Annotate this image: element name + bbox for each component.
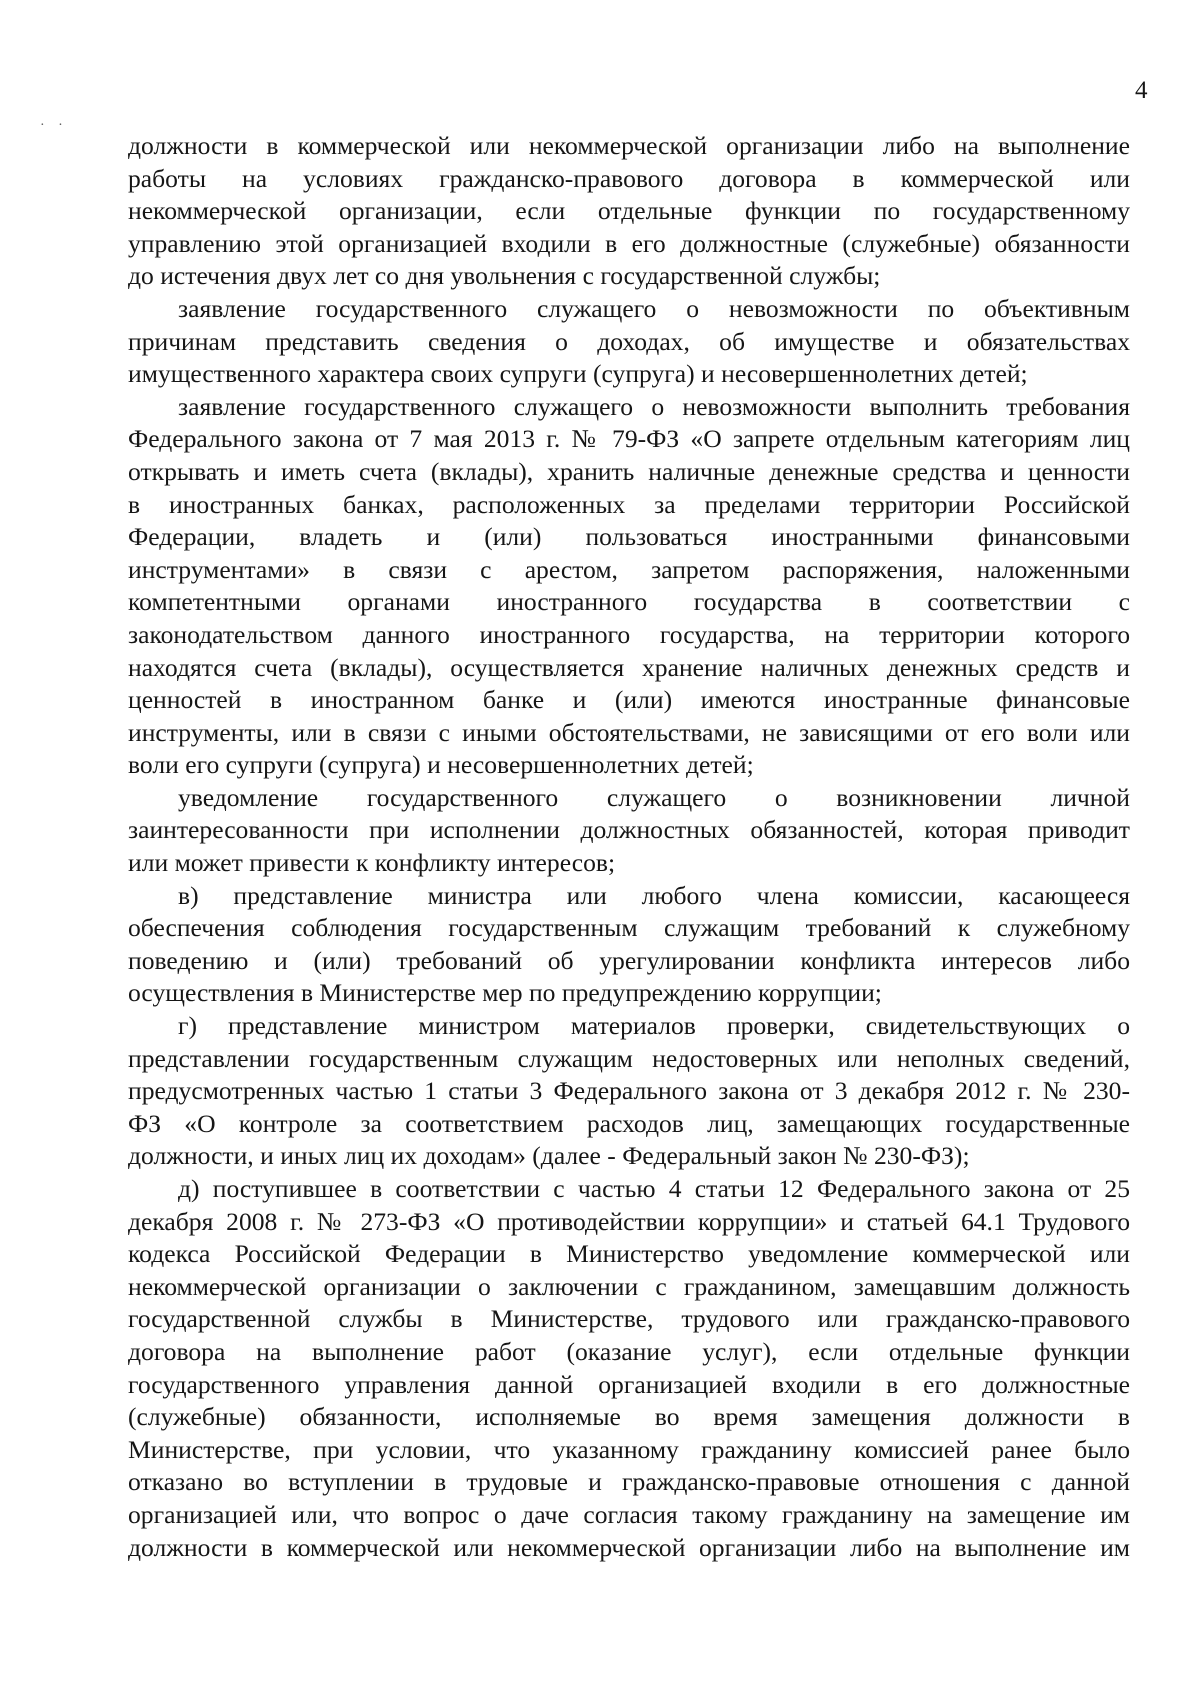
paragraph-line: некоммерческой организации, если отдельные функции по государственному (128, 196, 1130, 226)
paragraph-line: управлению этой организацией входили в его должностные (служебные) обязанности (128, 228, 1130, 258)
paragraph-line: инструменты, или в связи с иными обстоятельствами, не зависящими от его воли или (128, 717, 1130, 747)
paragraph-line: государственной службы в Министерстве, трудового или гражданско-правового (128, 1304, 1130, 1334)
paragraph-line: ФЗ «О контроле за соответствием расходов лиц, замещающих государственные (128, 1108, 1130, 1138)
paragraph-line: в иностранных банках, расположенных за пределами территории Российской (128, 489, 1130, 519)
paragraph-line: (служебные) обязанности, исполняемые во время замещения должности в (128, 1402, 1130, 1432)
paragraph-line: Федерации, владеть и (или) пользоваться иностранными финансовыми (128, 522, 1130, 552)
paragraph-line: должности, и иных лиц их доходам» (далее - Федеральный закон № 230-ФЗ); (128, 1141, 970, 1171)
paragraph-line: договора на выполнение работ (оказание услуг), если отдельные функции (128, 1336, 1130, 1366)
document-body (128, 130, 1130, 1564)
paragraph-line: причинам представить сведения о доходах, об имуществе и обязательствах (128, 326, 1130, 356)
paragraph-line: работы на условиях гражданско-правового договора в коммерческой или (128, 163, 1130, 193)
paragraph-line: имущественного характера своих супруги (супруга) и несовершеннолетних детей; (128, 359, 1028, 389)
paragraph-line: инструментами» в связи с арестом, запретом распоряжения, наложенными (128, 554, 1130, 584)
paragraph-line: должности в коммерческой или некоммерческой организации либо на выполнение им (128, 1532, 1130, 1562)
paragraph-line: кодекса Российской Федерации в Министерство уведомление коммерческой или (128, 1239, 1130, 1269)
paragraph-line: отказано во вступлении в трудовые и гражданско-правовые отношения с данной (128, 1467, 1130, 1497)
paragraph-line: до истечения двух лет со дня увольнения с государственной службы; (128, 261, 881, 291)
page-number: 4 (1135, 77, 1148, 104)
paragraph-line: предусмотренных частью 1 статьи 3 Федерального закона от 3 декабря 2012 г. № 230- (128, 1076, 1130, 1106)
paragraph-line: Министерстве, при условии, что указанному гражданину комиссией ранее было (128, 1434, 1130, 1464)
paragraph-line: поведению и (или) требований об урегулировании конфликта интересов либо (128, 945, 1130, 975)
paragraph-line: представлении государственным служащим недостоверных или неполных сведений, (128, 1043, 1130, 1073)
paragraph-line: воли его супруги (супруга) и несовершеннолетних детей; (128, 750, 754, 780)
paragraph-line: находятся счета (вклады), осуществляется хранение наличных денежных средств и (128, 652, 1130, 682)
paragraph-line: Федерального закона от 7 мая 2013 г. № 79-ФЗ «О запрете отдельным категориям лиц (128, 424, 1130, 454)
paragraph-line: в) представление министра или любого члена комиссии, касающееся (178, 880, 1130, 910)
paragraph-line: некоммерческой организации о заключении с гражданином, замещавшим должность (128, 1271, 1130, 1301)
paragraph-line: уведомление государственного служащего о возникновении личной (178, 782, 1130, 812)
paragraph-line: организацией или, что вопрос о даче согласия такому гражданину на замещение им (128, 1499, 1130, 1529)
paragraph-line: заявление государственного служащего о невозможности выполнить требования (178, 391, 1130, 421)
paragraph-line: заинтересованности при исполнении должностных обязанностей, которая приводит (128, 815, 1130, 845)
paragraph-line: обеспечения соблюдения государственным служащим требований к служебному (128, 913, 1130, 943)
paragraph-line: ценностей в иностранном банке и (или) имеются иностранные финансовые (128, 685, 1130, 715)
paragraph-line: заявление государственного служащего о невозможности по объективным (178, 293, 1130, 323)
paragraph-line: компетентными органами иностранного государства в соответствии с (128, 587, 1130, 617)
paragraph-line: законодательством данного иностранного государства, на территории которого (128, 619, 1130, 649)
paragraph-line: д) поступившее в соответствии с частью 4 статьи 12 Федерального закона от 25 (178, 1174, 1130, 1203)
paragraph-line: открывать и иметь счета (вклады), хранить наличные денежные средства и ценности (128, 456, 1130, 486)
paragraph-line: государственного управления данной организацией входили в его должностные (128, 1369, 1130, 1399)
scan-mark: · · (40, 118, 68, 133)
paragraph-line: осуществления в Министерстве мер по предупреждению коррупции; (128, 978, 882, 1008)
paragraph-line: г) представление министром материалов проверки, свидетельствующих о (178, 1011, 1130, 1041)
paragraph-line: декабря 2008 г. № 273-ФЗ «О противодействии коррупции» и статьей 64.1 Трудового (128, 1206, 1130, 1236)
paragraph-line: или может привести к конфликту интересов; (128, 848, 616, 878)
paragraph-line: должности в коммерческой или некоммерческой организации либо на выполнение (128, 131, 1130, 160)
